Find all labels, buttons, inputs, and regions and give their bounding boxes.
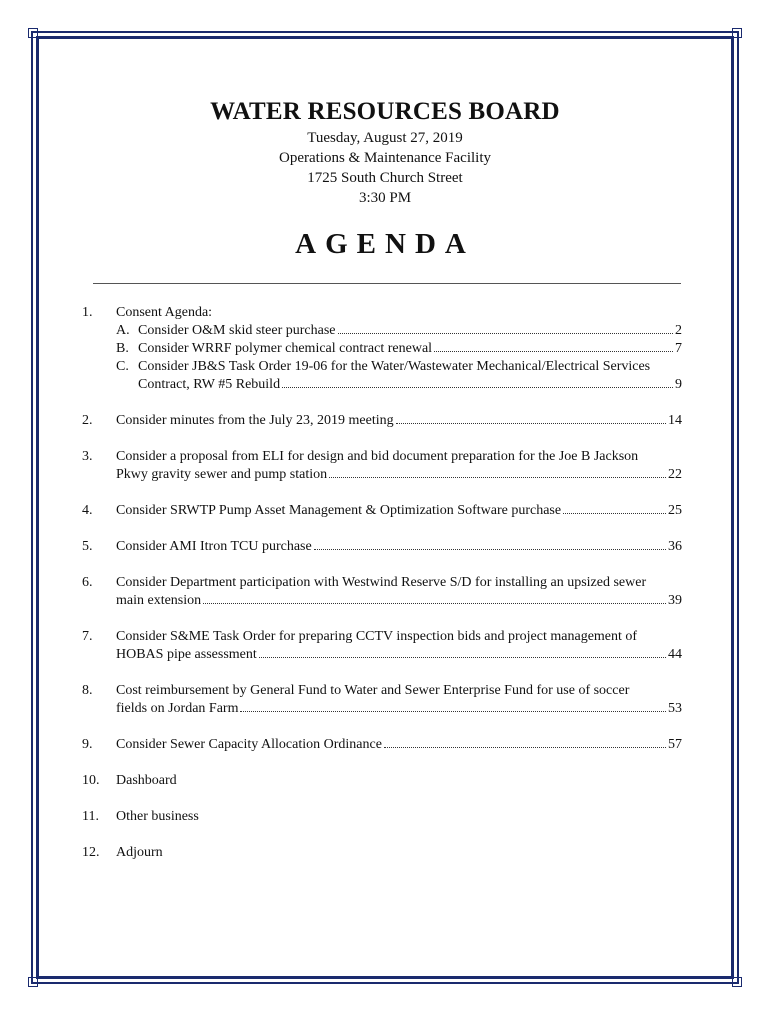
page-number: 22 [668, 467, 682, 482]
page-number: 9 [675, 377, 682, 392]
item-number: 10. [82, 773, 100, 788]
item-number: 3. [82, 449, 93, 464]
item-text-line1: Consider S&ME Task Order for preparing CCTV inspection bids and project management of [116, 629, 638, 644]
agenda-list [82, 304, 682, 862]
agenda-heading: AGENDA [295, 228, 475, 260]
page-number: 57 [668, 737, 682, 752]
meeting-address: 1725 South Church Street [307, 170, 463, 186]
subitem-letter: B. [116, 341, 129, 356]
dot-leader [434, 351, 673, 352]
agenda-item-11 [82, 808, 682, 826]
corner-ornament-tl [28, 28, 38, 38]
agenda-item-2 [82, 412, 682, 430]
agenda-item-3 [82, 448, 682, 484]
dot-leader [384, 747, 666, 748]
page-number: 2 [675, 323, 682, 338]
item-text-line2: fields on Jordan Farm [116, 701, 239, 716]
item-text-line1: Consider Department participation with Westwind Reserve S/D for installing an upsized sewer [116, 575, 647, 590]
page-number: 7 [675, 341, 682, 356]
corner-ornament-tr [732, 28, 742, 38]
item-number: 12. [82, 845, 100, 860]
dot-leader [338, 333, 673, 334]
subitem-text-line1: Consider JB&S Task Order 19-06 for the Water/Wastewater Mechanical/Electrical Services [138, 359, 651, 374]
item-text: Consider Sewer Capacity Allocation Ordinance [116, 737, 382, 752]
item-number: 2. [82, 413, 93, 428]
dot-leader [563, 513, 666, 514]
item-number: 11. [82, 809, 99, 824]
meeting-date: Tuesday, August 27, 2019 [307, 130, 463, 146]
item-text-line1: Consider a proposal from ELI for design and bid document preparation for the Joe B Jackson [116, 449, 639, 464]
meeting-time: 3:30 PM [358, 190, 412, 206]
page-number: 36 [668, 539, 682, 554]
divider [93, 283, 681, 284]
item-number: 5. [82, 539, 93, 554]
page-number: 39 [668, 593, 682, 608]
page-number: 53 [668, 701, 682, 716]
page-number: 44 [668, 647, 682, 662]
subitem-text: Consider O&M skid steer purchase [138, 323, 336, 338]
item-text-line2: main extension [116, 593, 202, 608]
agenda-item-5 [82, 538, 682, 556]
agenda-subitem-b [116, 340, 682, 358]
corner-ornament-br [732, 977, 742, 987]
subitem-text: Consider WRRF polymer chemical contract renewal [138, 341, 433, 356]
board-title: WATER RESOURCES BOARD [210, 98, 560, 125]
agenda-subitem-c [116, 358, 682, 394]
agenda-item-8 [82, 682, 682, 718]
agenda-item-6 [82, 574, 682, 610]
item-number: 1. [82, 305, 93, 320]
dot-leader [240, 711, 666, 712]
item-text: Consider AMI Itron TCU purchase [116, 539, 312, 554]
subitem-letter: C. [116, 359, 129, 374]
item-number: 6. [82, 575, 93, 590]
item-text: Consider minutes from the July 23, 2019 meeting [116, 413, 394, 428]
dot-leader [282, 387, 673, 388]
agenda-subitem-a [116, 322, 682, 340]
dot-leader [329, 477, 666, 478]
dot-leader [314, 549, 666, 550]
agenda-item-1 [82, 304, 682, 322]
subitem-letter: A. [116, 323, 130, 338]
item-number: 7. [82, 629, 93, 644]
item-number: 8. [82, 683, 93, 698]
item-text: Consider SRWTP Pump Asset Management & Optimization Software purchase [116, 503, 562, 518]
page-number: 25 [668, 503, 682, 518]
item-text-line2: Pkwy gravity sewer and pump station [116, 467, 328, 482]
dot-leader [203, 603, 666, 604]
dot-leader [259, 657, 666, 658]
item-text-line2: HOBAS pipe assessment [116, 647, 257, 662]
agenda-item-12 [82, 844, 682, 862]
document-header [0, 96, 770, 208]
agenda-item-4 [82, 502, 682, 520]
corner-ornament-bl [28, 977, 38, 987]
meeting-venue: Operations & Maintenance Facility [278, 150, 492, 166]
item-text: Dashboard [116, 773, 177, 788]
agenda-item-10 [82, 772, 682, 790]
agenda-item-7 [82, 628, 682, 664]
item-text: Adjourn [116, 845, 163, 860]
item-number: 9. [82, 737, 93, 752]
subitem-text-line2: Contract, RW #5 Rebuild [138, 377, 281, 392]
dot-leader [396, 423, 666, 424]
item-text-line1: Cost reimbursement by General Fund to Water and Sewer Enterprise Fund for use of soccer [116, 683, 630, 698]
agenda-item-9 [82, 736, 682, 754]
item-text: Consent Agenda: [116, 305, 213, 320]
item-number: 4. [82, 503, 93, 518]
item-text: Other business [116, 809, 199, 824]
page-number: 14 [668, 413, 682, 428]
